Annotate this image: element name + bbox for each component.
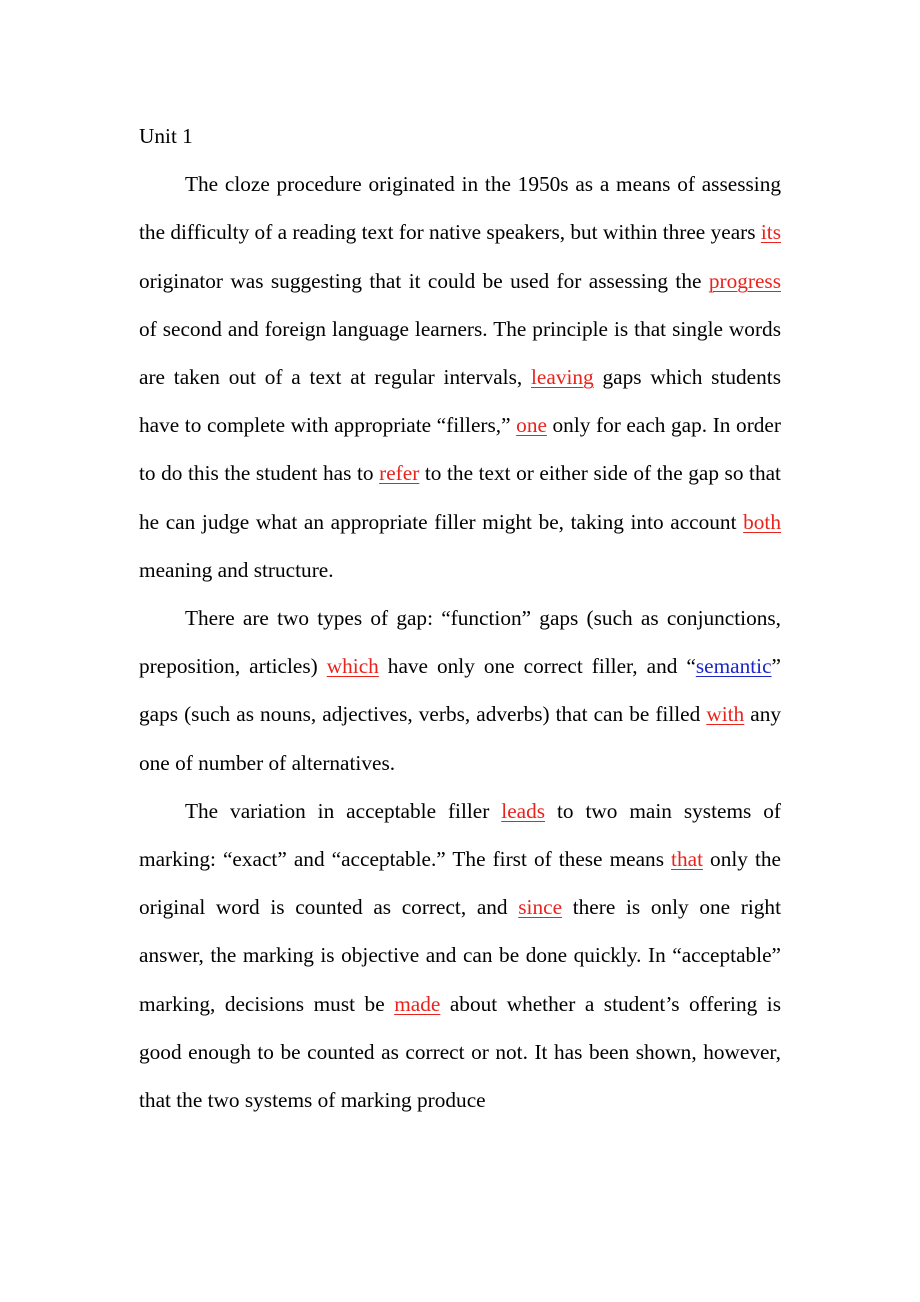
cloze-answer: which: [326, 654, 379, 679]
paragraph-2: [139, 594, 781, 787]
paragraph-1: [139, 160, 781, 594]
cloze-answer: semantic: [695, 654, 772, 679]
cloze-answer: its: [760, 220, 781, 245]
cloze-answer: leaving: [531, 365, 594, 390]
paragraph-text: The cloze procedure originated in the 1950s as a means of assessing the difficulty of a reading text for native speakers, but within three years: [139, 172, 781, 245]
paragraph-text: only for each gap. In order to do this the student has to: [139, 413, 781, 486]
cloze-answer: made: [394, 991, 441, 1016]
paragraph-text: of second and foreign language learners. The principle is that single words are taken out of a text at regular intervals,: [139, 316, 781, 390]
paragraph-text: have only one correct filler, and “: [378, 654, 696, 679]
cloze-answer: with: [706, 702, 745, 727]
paragraph-text: to the text or either side of the gap so that he can judge what an appropriate filler might be, taking into account: [139, 461, 781, 534]
unit-title: Unit 1: [139, 124, 193, 148]
paragraph-text: There are two types of gap: “function” gaps (such as conjunctions, preposition, articles): [139, 606, 781, 679]
cloze-answer: leads: [501, 798, 546, 823]
document-body: [139, 160, 781, 1124]
paragraph-3: [139, 787, 781, 1124]
cloze-answer: both: [743, 509, 781, 534]
paragraph-text: gaps which students have to complete with appropriate “fillers,”: [139, 365, 781, 438]
paragraph-text: The variation in acceptable filler: [185, 798, 502, 823]
document-page: [139, 112, 781, 1124]
cloze-answer: since: [518, 895, 563, 920]
cloze-answer: that: [671, 847, 703, 872]
cloze-answer: one: [516, 413, 547, 438]
paragraph-text: only the original word is counted as correct, and: [139, 847, 781, 920]
cloze-answer: progress: [708, 268, 781, 293]
paragraph-text: about whether a student’s offering is good enough to be counted as correct or not. It has been shown, however, that the two systems of marking produce: [139, 991, 781, 1113]
paragraph-text: meaning and structure.: [139, 557, 334, 582]
cloze-answer: refer: [379, 461, 420, 486]
paragraph-text: there is only one right answer, the marking is objective and can be done quickly. In “acceptable” marking, decisions must be: [139, 895, 781, 1016]
paragraph-text: any one of number of alternatives.: [139, 702, 781, 775]
paragraph-text: originator was suggesting that it could be used for assessing the: [139, 268, 709, 293]
paragraph-text: ” gaps (such as nouns, adjectives, verbs, adverbs) that can be filled: [139, 654, 781, 727]
paragraph-text: to two main systems of marking: “exact” and “acceptable.” The first of these means: [139, 798, 781, 872]
